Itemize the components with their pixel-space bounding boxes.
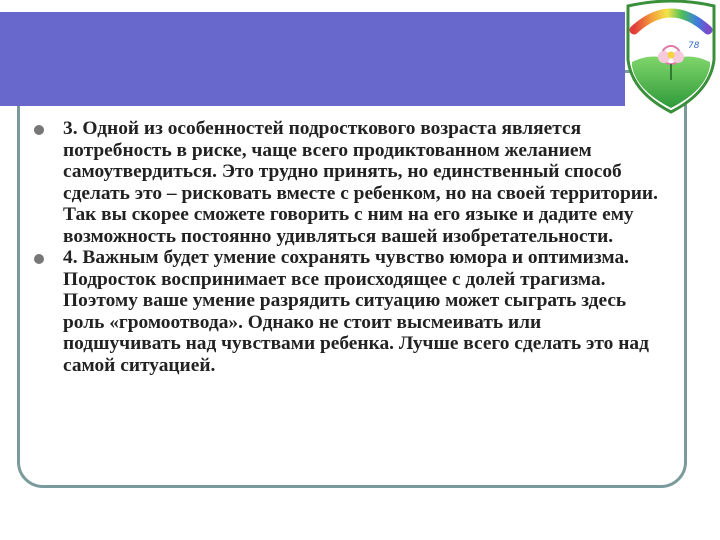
bullet-marker xyxy=(34,125,44,135)
emblem-number: 78 xyxy=(688,41,700,51)
bullet-marker xyxy=(34,254,44,264)
bullet-item-3 xyxy=(40,118,660,247)
bullet-list xyxy=(40,118,660,376)
bullet-item-4 xyxy=(40,247,660,376)
bullet-text: 4. Важным будет умение сохранять чувство юмора и оптимизма. Подросток воспринимает все происходящее с долей трагизма. Поэтому ваше умение разрядить ситуацию может сыграть здесь роль «громоотвода». Однако не стоит высмеивать или подшучивать над чувствами ребенка. Лучше всего сделать это над самой ситуацией. xyxy=(63,247,649,376)
bullet-text: 3. Одной из особенностей подросткового возраста является потребность в риске, чаще всего продиктованном желанием самоутвердиться. Это трудно принять, но единственный способ сделать это – рисковать вместе с ребенком, но на своей территории. Так вы скорее сможете говорить с ним на его языке и дадите ему возможность постоянно удивляться вашей изобретательности. xyxy=(63,118,658,247)
header-bar xyxy=(0,12,625,106)
rainbow-shield-emblem-icon xyxy=(622,0,720,115)
